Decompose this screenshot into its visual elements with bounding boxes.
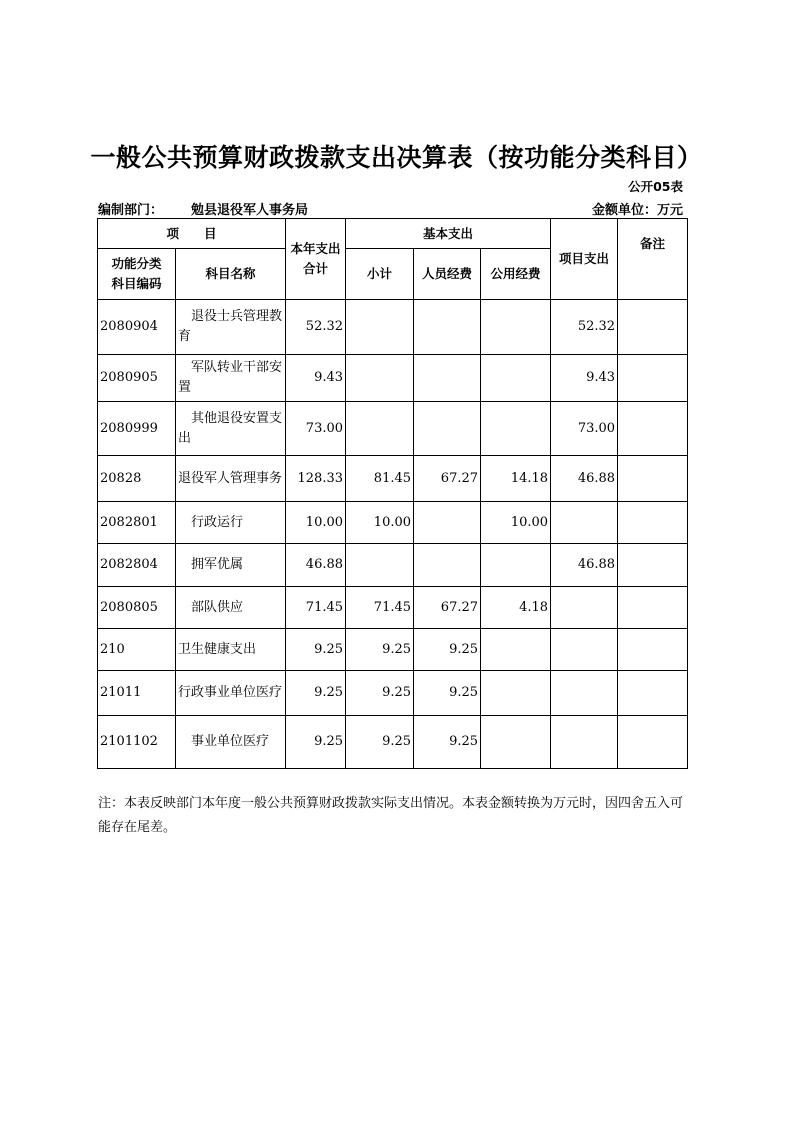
cell-remark: [618, 544, 688, 587]
cell-subtotal: [346, 544, 414, 587]
cell-project: 9.43: [551, 355, 618, 402]
cell-remark: [618, 300, 688, 355]
cell-public: [481, 629, 551, 671]
table-row: [98, 502, 688, 544]
table-row: [98, 716, 688, 769]
cell-total: 10.00: [286, 502, 346, 544]
cell-personnel: [414, 502, 481, 544]
cell-code: 2080805: [98, 587, 176, 629]
cell-subtotal: 9.25: [346, 716, 414, 769]
cell-name: 其他退役安置支出: [176, 402, 286, 456]
header-name: 科目名称: [176, 249, 286, 300]
table-note: 注：本表反映部门本年度一般公共预算财政拨款实际支出情况。本表金额转换为万元时，因四舍五入可 能存在尾差。: [98, 796, 684, 835]
dept-label: 编制部门：: [98, 203, 164, 218]
cell-code: 2080999: [98, 402, 176, 456]
cell-project: [551, 629, 618, 671]
cell-personnel: [414, 544, 481, 587]
cell-code: 20828: [98, 456, 176, 502]
table-row: [98, 544, 688, 587]
cell-total: 128.33: [286, 456, 346, 502]
cell-public: 10.00: [481, 502, 551, 544]
cell-name: 拥军优属: [176, 544, 286, 587]
header-public: 公用经费: [481, 249, 551, 300]
header-total: 本年支出合计: [286, 219, 346, 300]
cell-public: 14.18: [481, 456, 551, 502]
cell-name: 退役士兵管理教育: [176, 300, 286, 355]
cell-personnel: 9.25: [414, 629, 481, 671]
cell-total: 73.00: [286, 402, 346, 456]
cell-personnel: 67.27: [414, 456, 481, 502]
table-row: [98, 671, 688, 716]
form-number: 公开05表: [628, 179, 683, 194]
cell-name: 部队供应: [176, 587, 286, 629]
cell-remark: [618, 587, 688, 629]
cell-remark: [618, 671, 688, 716]
cell-code: 2082801: [98, 502, 176, 544]
cell-personnel: 67.27: [414, 587, 481, 629]
cell-subtotal: [346, 300, 414, 355]
cell-total: 46.88: [286, 544, 346, 587]
cell-name: 行政运行: [176, 502, 286, 544]
cell-subtotal: 9.25: [346, 629, 414, 671]
cell-personnel: 9.25: [414, 671, 481, 716]
budget-table: [97, 218, 688, 769]
cell-project: 46.88: [551, 544, 618, 587]
cell-personnel: [414, 402, 481, 456]
cell-total: 9.25: [286, 716, 346, 769]
cell-public: 4.18: [481, 587, 551, 629]
cell-total: 71.45: [286, 587, 346, 629]
cell-public: [481, 544, 551, 587]
cell-remark: [618, 716, 688, 769]
cell-remark: [618, 402, 688, 456]
cell-remark: [618, 355, 688, 402]
header-personnel: 人员经费: [414, 249, 481, 300]
cell-name: 退役军人管理事务: [176, 456, 286, 502]
cell-code: 210: [98, 629, 176, 671]
table-body: [98, 300, 688, 769]
cell-project: [551, 587, 618, 629]
cell-subtotal: [346, 355, 414, 402]
cell-name: 事业单位医疗: [176, 716, 286, 769]
cell-public: [481, 355, 551, 402]
table-row: [98, 456, 688, 502]
cell-subtotal: 9.25: [346, 671, 414, 716]
cell-code: 2082804: [98, 544, 176, 587]
cell-name: 卫生健康支出: [176, 629, 286, 671]
cell-code: 21011: [98, 671, 176, 716]
cell-project: 73.00: [551, 402, 618, 456]
cell-code: 2080904: [98, 300, 176, 355]
cell-project: [551, 671, 618, 716]
header-remark: 备注: [618, 219, 688, 300]
cell-personnel: [414, 300, 481, 355]
cell-public: [481, 402, 551, 456]
cell-personnel: [414, 355, 481, 402]
cell-remark: [618, 456, 688, 502]
cell-code: 2080905: [98, 355, 176, 402]
cell-personnel: 9.25: [414, 716, 481, 769]
cell-public: [481, 716, 551, 769]
amount-unit: 金额单位：万元: [591, 203, 683, 218]
header-item: 项 目: [98, 219, 286, 249]
cell-project: [551, 716, 618, 769]
cell-public: [481, 671, 551, 716]
cell-subtotal: [346, 402, 414, 456]
cell-remark: [618, 629, 688, 671]
table-row: [98, 587, 688, 629]
page-title: 一般公共预算财政拨款支出决算表（按功能分类科目）: [90, 143, 703, 172]
cell-name: 行政事业单位医疗: [176, 671, 286, 716]
header-project: 项目支出: [551, 219, 618, 300]
cell-remark: [618, 502, 688, 544]
cell-code: 2101102: [98, 716, 176, 769]
header-subtotal: 小计: [346, 249, 414, 300]
cell-total: 52.32: [286, 300, 346, 355]
table-row: [98, 355, 688, 402]
dept-name: 勉县退役军人事务局: [191, 203, 309, 218]
cell-project: 52.32: [551, 300, 618, 355]
header-basic: 基本支出: [346, 219, 551, 249]
header-code: 功能分类科目编码: [98, 249, 176, 300]
cell-name: 军队转业干部安置: [176, 355, 286, 402]
cell-subtotal: 81.45: [346, 456, 414, 502]
cell-total: 9.43: [286, 355, 346, 402]
table-row: [98, 629, 688, 671]
cell-subtotal: 10.00: [346, 502, 414, 544]
cell-total: 9.25: [286, 671, 346, 716]
cell-project: [551, 502, 618, 544]
cell-total: 9.25: [286, 629, 346, 671]
table-row: [98, 300, 688, 355]
table-row: [98, 402, 688, 456]
cell-public: [481, 300, 551, 355]
cell-subtotal: 71.45: [346, 587, 414, 629]
cell-project: 46.88: [551, 456, 618, 502]
